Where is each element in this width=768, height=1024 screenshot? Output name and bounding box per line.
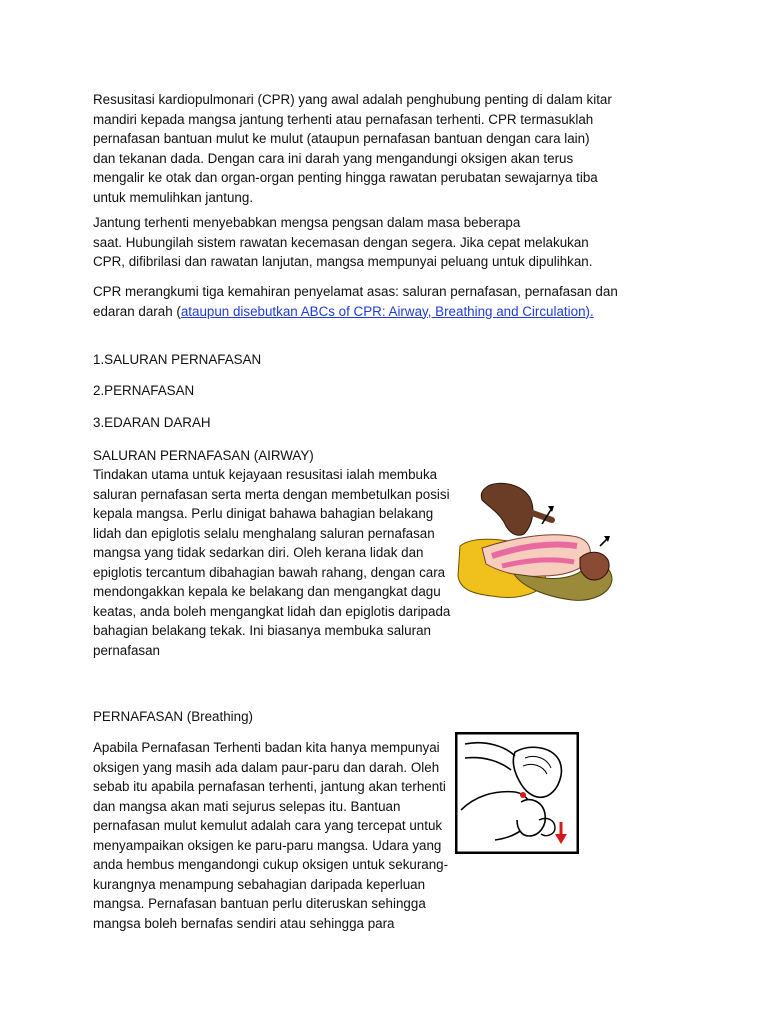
text-line: menyampaikan oksigen ke paru-paru mangsa. Udara yang [93, 837, 442, 853]
text-line: Tindakan utama untuk kejayaan resusitasi ialah membuka [93, 467, 438, 482]
text-line: mangsa yang tidak sedarkan diri. Oleh kerana lidak dan [93, 545, 424, 560]
text-line: kurangnya menampung sebahagian daripada keperluan [93, 876, 426, 892]
text-line: sebab itu apabila pernafasan terhenti, jantung akan terhenti [93, 779, 446, 794]
text-line: saat. Hubungilah sistem rawatan kecemasan dengan segera. Jika cepat melakukan [93, 234, 589, 250]
text-line: mandiri kepada mangsa jantung terhenti atau pernafasan terhenti. CPR termasuklah [93, 111, 594, 127]
breathing-heading: PERNAFASAN (Breathing) [93, 709, 254, 724]
airway-heading: SALURAN PERNAFASAN (AIRWAY) [93, 448, 314, 463]
text-line: epiglotis tercantum dibahagian bawah rahang, dengan cara [93, 564, 446, 580]
text-line: oksigen yang masih ada dalam paur-paru dan darah. Oleh [93, 759, 440, 775]
text-line: lidah dan epiglotis selalu menghalang saluran pernafasan [93, 525, 435, 541]
abcs-link[interactable]: ataupun disebutkan ABCs of CPR: Airway, Breathing and Circulation). [180, 303, 594, 319]
text-line: CPR, difibrilasi dan rawatan lanjutan, mangsa mempunyai peluang untuk dipulihkan. [93, 254, 593, 269]
text-line: mengalir ke otak dan organ-organ penting hingga rawatan perubatan sewajarnya tiba [93, 170, 598, 185]
airway-paragraph [93, 465, 450, 660]
airway-illustration [452, 476, 624, 626]
text-line: kepala mangsa. Perlu dinigat bahawa bahagian belakang [93, 506, 434, 521]
breathing-paragraph [93, 738, 448, 933]
text-line: mendongakkan kepala ke belakang dan mengangkat dagu [93, 584, 441, 599]
text-line: untuk memulihkan jantung. [93, 189, 254, 205]
list-item-circulation: 3.EDARAN DARAH [93, 415, 211, 430]
text-line: Resusitasi kardiopulmonari (CPR) yang awal adalah penghubung penting di dalam kitar [93, 92, 612, 107]
text-line: Apabila Pernafasan Terhenti badan kita hanya mempunyai [93, 740, 440, 755]
text-line: mangsa boleh bernafas sendiri atau sehingga para [93, 915, 395, 931]
text-line: bahagian belakang tekak. Ini biasanya membuka saluran [93, 623, 431, 638]
text-line: Jantung terhenti menyebabkan mengsa pengsan dalam masa beberapa [93, 215, 521, 230]
list-item-breathing: 2.PERNAFASAN [93, 383, 195, 398]
intro-paragraph [93, 90, 612, 207]
text-line: dan mangsa akan mati sejurus selepas itu. Bantuan [93, 798, 401, 814]
cardiac-arrest-paragraph [93, 213, 592, 272]
text-line: CPR merangkumi tiga kemahiran penyelamat asas: saluran pernafasan, pernafasan dan [93, 284, 618, 299]
text-line: pernafasan bantuan mulut ke mulut (ataupun pernafasan bantuan dengan cara lain) [93, 131, 590, 146]
text-line: mangsa. Pernafasan bantuan perlu diteruskan sehingga [93, 896, 426, 911]
text-line: keatas, anda boleh mengangkat lidah dan epiglotis daripada [93, 603, 451, 619]
text-line: pernafasan mulut kemulut adalah cara yang tercepat untuk [93, 818, 443, 833]
text-line: pernafasan [93, 642, 161, 658]
text-line: saluran pernafasan serta merta dengan membetulkan posisi [93, 486, 450, 502]
text-fragment: edaran darah ( [93, 303, 181, 319]
breathing-illustration [455, 732, 579, 854]
text-line: anda hembus mengandongi cukup oksigen untuk sekurang- [93, 857, 449, 872]
text-line: dan tekanan dada. Dengan cara ini darah yang mengandungi oksigen akan terus [93, 150, 574, 166]
text-line [93, 302, 618, 322]
list-item-airway: 1.SALURAN PERNAFASAN [93, 352, 262, 367]
abc-paragraph [93, 282, 618, 321]
